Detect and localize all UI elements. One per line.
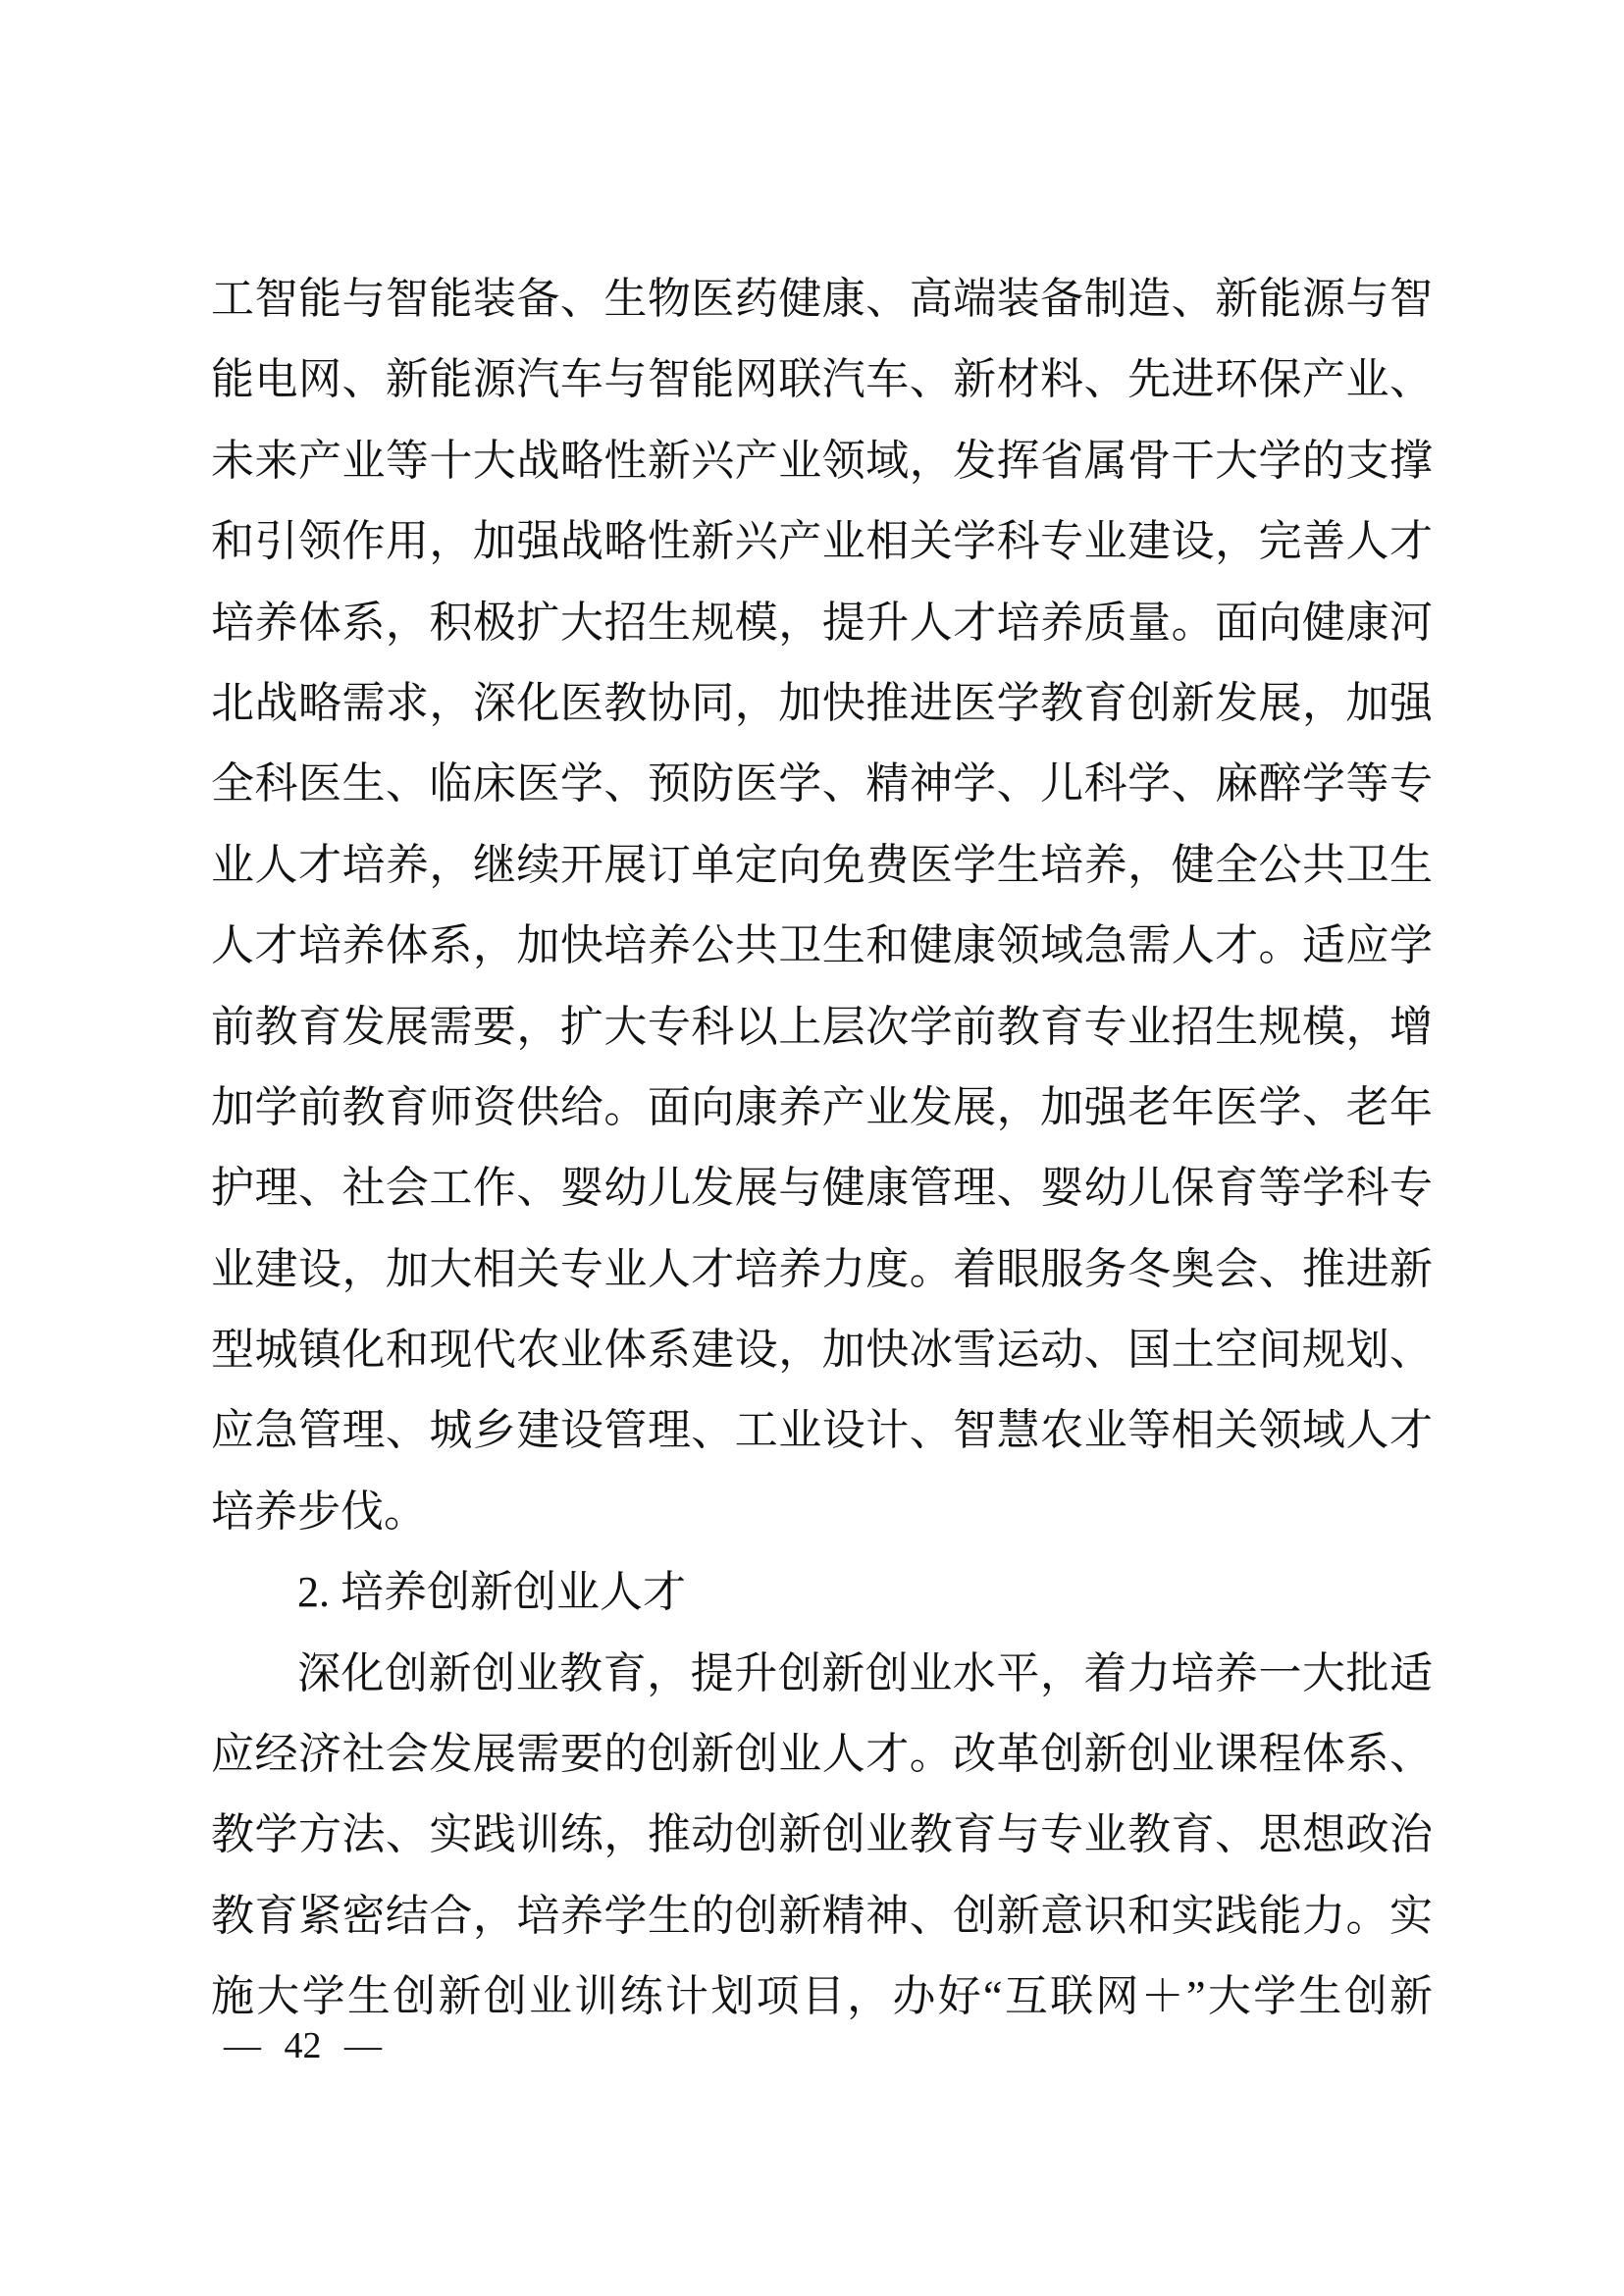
text-line: 培养体系，积极扩大招生规模，提升人才培养质量。面向健康河 [211, 598, 1433, 647]
text-line: 教学方法、实践训练，推动创新创业教育与专业教育、思想政治 [211, 1810, 1433, 1859]
text-line: 人才培养体系，加快培养公共卫生和健康领域急需人才。适应学 [211, 921, 1433, 970]
text-line: 应急管理、城乡建设管理、工业设计、智慧农业等相关领域人才 [211, 1406, 1433, 1455]
text-line: 工智能与智能装备、生物医药健康、高端装备制造、新能源与智 [211, 275, 1433, 323]
text-line: 前教育发展需要，扩大专科以上层次学前教育专业招生规模，增 [211, 1002, 1433, 1051]
text-line: 能电网、新能源汽车与智能网联汽车、新材料、先进环保产业、 [211, 355, 1433, 404]
text-line: 护理、社会工作、婴幼儿发展与健康管理、婴幼儿保育等学科专 [211, 1164, 1433, 1213]
text-line: 全科医生、临床医学、预防医学、精神学、儿科学、麻醉学等专 [211, 759, 1433, 809]
text-line: 教育紧密结合，培养学生的创新精神、创新意识和实践能力。实 [211, 1891, 1433, 1940]
section-heading: 2. 培养创新创业人才 [297, 1568, 686, 1617]
text-line: 北战略需求，深化医教协同，加快推进医学教育创新发展，加强 [211, 678, 1433, 727]
page-number: — 42 — [224, 2025, 382, 2066]
document-body [211, 259, 1433, 2038]
text-line: 应经济社会发展需要的创新创业人才。改革创新创业课程体系、 [211, 1730, 1433, 1779]
text-line: 型城镇化和现代农业体系建设，加快冰雪运动、国土空间规划、 [211, 1326, 1433, 1375]
text-line: 业建设，加大相关专业人才培养力度。着眼服务冬奥会、推进新 [211, 1244, 1433, 1293]
text-line: 施大学生创新创业训练计划项目，办好“互联网＋”大学生创新 [211, 1972, 1433, 2021]
text-line: 未来产业等十大战略性新兴产业领域，发挥省属骨干大学的支撑 [211, 436, 1433, 485]
text-line: 和引领作用，加强战略性新兴产业相关学科专业建设，完善人才 [211, 517, 1433, 566]
text-line: 培养步伐。 [211, 1487, 427, 1536]
text-line: 业人才培养，继续开展订单定向免费医学生培养，健全公共卫生 [211, 840, 1433, 889]
text-line: 加学前教育师资供给。面向康养产业发展，加强老年医学、老年 [211, 1082, 1433, 1131]
text-line: 深化创新创业教育，提升创新创业水平，着力培养一大批适 [297, 1648, 1433, 1697]
